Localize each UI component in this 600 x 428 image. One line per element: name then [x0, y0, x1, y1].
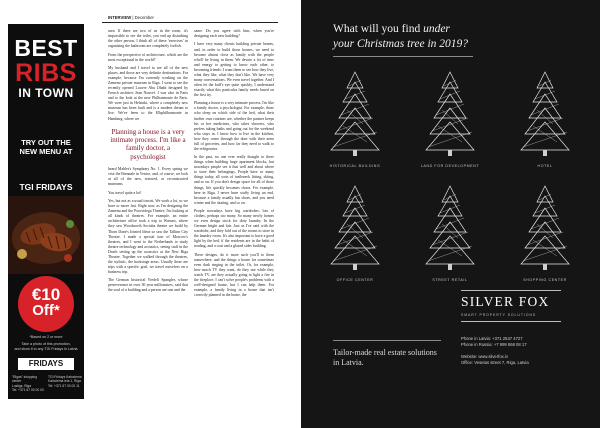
- running-header: [108, 15, 154, 20]
- article-paragraph: These designs, do it more such you'll to them somewhere, and the things a house for sometimes even dark ringing in the toilet. Or, for example, how much TV they want, do they use while they watch TV, are they actually going to light a fire in the fireplace. I can't solve people's problems with a well-designed house, but I can help them. For example, a family living in a house that isn't correctly planned in the home, the: [194, 252, 274, 298]
- ad-discount-word: Off*: [32, 302, 60, 319]
- interview-page: [94, 0, 280, 428]
- christmas-tree-icon: [515, 68, 575, 160]
- ad-fine-print-1: *Based on 2 or more: [29, 335, 63, 339]
- article-question: From the perspective of architecture, which are the most exceptional in the world?: [108, 52, 188, 62]
- promo-heading-line2: your Christmas tree in 2019?: [333, 38, 469, 50]
- article-paragraph: My husband and I travel to see all of the new places, and those are very definite destinations. For example, because I'm currently working on the Zamenu private museum in Riga, I went to see the recently opened Louvre Abu Dhabi designed by French architect Jean Nouvel. I was also in Paris and to the look at the new Philharmonie de Paris. We were just in Helsinki, where a completely new museum has been built and is a modern dream to live. We've been to the Elbphilharmonie in Hamburg, where we: [108, 66, 188, 121]
- ad-address-right-line: TGI Fridays Kalnciema: [48, 375, 82, 379]
- ad-try-text: [14, 139, 78, 156]
- tree-label-street-retail: STREET RETAIL: [432, 278, 468, 282]
- ad-headline-best: BEST: [14, 35, 78, 61]
- promo-tagline: Tailor-made real estate solutions in Latvia.: [333, 348, 437, 367]
- ad-brand-name: TGI FRIDAYS: [19, 182, 73, 192]
- article-question: same. Do you agree with him, when you're designing each new building?: [194, 29, 274, 39]
- silver-fox-subtitle: SMART PROPERTY SOLUTIONS: [461, 313, 537, 317]
- article-paragraph: Yes, but not as a usual tourist. We work a lot, so we have to move fast. Right now, as I'm designing the Zamenu and the Poorvidega Theatre, I'm looking at all kinds of theatres. For example, an entire architecture office took a trip to Warsaw, where they saw Woodworth Sociaba theatre we build by Thom Dane's Jointed Ideas so saw the Tallinn City Theatre. I made a special tour of Moscow's theatres, and I went to the Netherlands to study theatre technology and acoustics, seeing stuff in the Dutch setting up the acoustics at the New Riga Theatre. Together we walked through the theatres, the stylistic, the backstage areas. Usually these are trips with a specific goal, we travel ourselves on a business trip.: [108, 199, 188, 274]
- ad-address-left-line: Lustigs, Riga: [12, 383, 32, 388]
- section-sub: December: [134, 15, 154, 20]
- ad-discount-badge: [18, 276, 74, 332]
- tree-label-hotel: HOTEL: [537, 164, 553, 168]
- promo-heading-italic: under: [423, 23, 450, 35]
- christmas-tree-icon: [325, 68, 385, 160]
- christmas-tree-icon: [420, 68, 480, 160]
- ad-address-left-line: "Rigas" shopping center: [12, 375, 38, 384]
- article-paragraph: Planning a house is a very intimate process. I'm like a family doctor, a psychologist. For example, those who sleep on which side of the bed, what their further own routines are, whether the partner keeps his or her medicines, who takes showers, who prefers taking baths and going out for the weekend who stays in. I know how to live in the kitchen, how they come through the door with their arms full of groceries, and how far they need to walk to the refrigerator.: [194, 101, 274, 151]
- article-column-1: [108, 29, 188, 297]
- ribs-food-photo: [8, 196, 84, 274]
- pull-quote: Planning a house is a very intimate process. I'm like a family doctor, a psychologist: [110, 127, 186, 161]
- promo-heading: [333, 22, 468, 52]
- ad-address-right-line: Tel: +371 67 00 00 11: [48, 383, 80, 388]
- ad-address-left-line: Tel: +371 67 00 00 00: [12, 387, 44, 392]
- tree-label-shopping-center: SHOPPING CENTER: [523, 278, 567, 282]
- silver-fox-ad[interactable]: [301, 0, 600, 428]
- section-separator: |: [132, 15, 135, 20]
- christmas-tree-icon: [420, 182, 480, 274]
- article-paragraph: area. If there are two of us in the room, it's impossible to see the toilet, you end up disturbing the other person. I think all of these 'exercises' in organising the bathroom are completely foolish.: [108, 29, 188, 49]
- ad-address-right: [48, 375, 82, 388]
- brand-rule-top: [461, 290, 561, 291]
- tagline-rule: [333, 340, 441, 341]
- ad-fine-print-3: and show it to any TGI Fridays in Latvia: [14, 347, 78, 351]
- brand-rule-bottom: [461, 321, 561, 322]
- article-column-2: [194, 29, 274, 302]
- website-link[interactable]: Website: www.silverfox.lv: [461, 354, 508, 359]
- tree-label-historical-building: HISTORICAL BUILDING: [329, 164, 381, 168]
- section-name: INTERVIEW: [108, 15, 132, 20]
- ad-headline-in-town: IN TOWN: [18, 86, 74, 100]
- fridays-logo: FRIDAYS: [18, 358, 74, 370]
- silver-fox-logo: SILVER FOX: [461, 294, 550, 309]
- ad-try-line1: TRY OUT THE: [21, 138, 71, 147]
- heading-rule: [333, 56, 473, 57]
- christmas-tree-icon: [515, 182, 575, 274]
- ad-discount-amount: €10: [31, 285, 61, 304]
- tree-label-land-for-development: LAND FOR DEVELOPMENT: [420, 164, 480, 168]
- christmas-tree-icon: [325, 182, 385, 274]
- phone-latvia[interactable]: Phone in Latvia: +371 2547 4727: [461, 336, 523, 341]
- ad-headline-ribs: RIBS: [15, 59, 77, 87]
- article-paragraph: I have very many clients building private homes, and, in order to build those houses, we need to become almost close as family with the people who'll be living in them. We devote a lot of time and energy to getting to know each other, to becoming friends. I want them to see how they live, what they like, what they don't like. We have very many conversations. We even travel together. And I often let the buff's eye quite quickly, I understand exactly what this particular family needs based on the first try.: [194, 42, 274, 97]
- article-paragraph: The German historical Vredeli Spangler, whose perseverance in over 30 year millionaires, said that the soul of a building and a person are one and the: [108, 278, 188, 293]
- article-paragraph: heard Mahler's Symphony No. 1. Every spring we visit the Biennale in Venice, and, of course, we look at all of the new, restored, or reconstructed museums.: [108, 167, 188, 187]
- ad-fine-print-2: Take a photo of this promotion,: [21, 342, 71, 346]
- promo-heading-line1: What will you find: [333, 23, 421, 35]
- ad-address-right-line: Kalnciema iela 1, Riga: [48, 379, 81, 384]
- header-rule: [102, 22, 278, 23]
- phone-russia[interactable]: Phone in Russia: +7 999 868 08 17: [461, 342, 527, 347]
- tgi-fridays-ad[interactable]: [8, 24, 84, 399]
- article-paragraph: In the past, no one ever really thought to these things when building large apartment blocks, but nowadays people see it that well and about where to store their belongings. People have so many things today, all sorts of turtleneck fitting, skiing, and so on. If you don't design space for all of those things, life quickly becomes chaos. For example, here in Riga, I never have stuffy living on end, because a family usually has shoes, and you need winter and the skating, and so on.: [194, 155, 274, 205]
- tree-label-office-center: OFFICE CENTER: [336, 278, 374, 282]
- article-paragraph: People nowadays have big wardrobes, lots of clothes, perhaps too many. So many newly homes we even design stock for dirty laundry. In the German bright and fair. Just as I've said with the wardrobe, and they fold out of the rooms to store in the laundry room. It's also important to have a good light by the bed, if the residents are in the habit of reading, and a coat and a glazed sides building.: [194, 209, 274, 249]
- article-question: You travel quite a lot!: [108, 190, 142, 195]
- ad-try-line2: NEW MENU AT: [19, 146, 73, 156]
- ad-address-left: [12, 375, 46, 392]
- office-address: Office: Vesetas street 7, Riga, Latvia: [461, 360, 529, 365]
